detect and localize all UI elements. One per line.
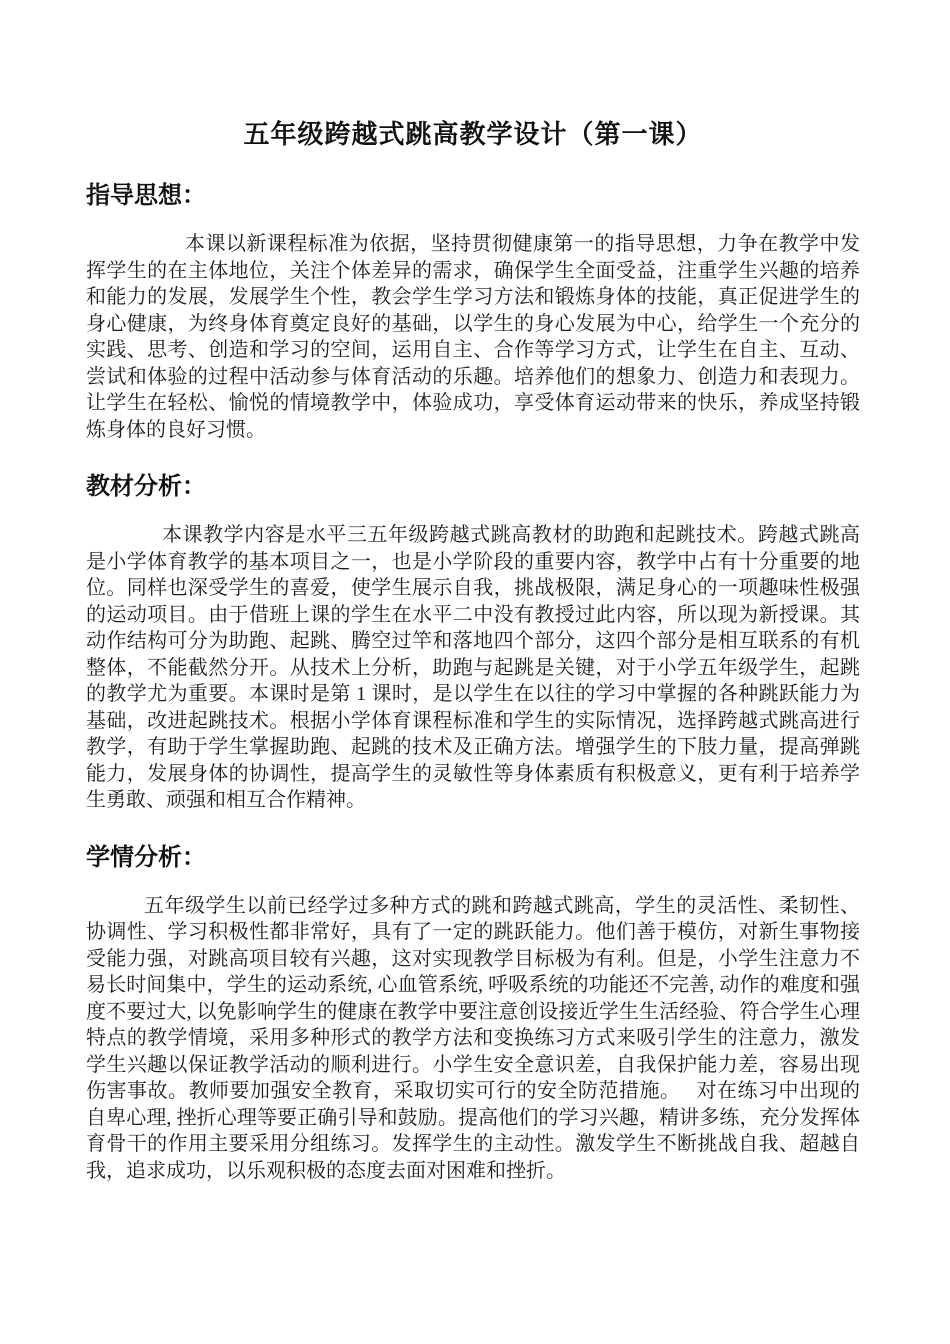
paragraph-guiding-ideology: 本课以新课程标准为依据，坚持贯彻健康第一的指导思想，力争在教学中发挥学生的在主体地位，关注个体差异的需求，确保学生全面受益，注重学生兴趣的培养和能力的发展，发展学生个性，教会学生学习方法和锻炼身体的技能，真正促进学生的身心健康，为终身体育奠定良好的基础，以学生的身心发展为中心，给学生一个充分的实践、思考、创造和学习的空间，运用自主、合作等学习方式，让学生在自主、互动、尝试和体验的过程中活动参与体育活动的乐趣。培养他们的想象力、创造力和表现力。让学生在轻松、愉悦的情境教学中，体验成功，享受体育运动带来的快乐，养成坚持锻炼身体的良好习惯。 [86, 233, 860, 441]
section-material-analysis [86, 473, 860, 814]
section-guiding-ideology [86, 182, 860, 443]
paragraph-material-analysis: 本课教学内容是水平三五年级跨越式跳高教材的助跑和起跳技术。跨越式跳高是小学体育教学的基本项目之一，也是小学阶段的重要内容，教学中占有十分重要的地位。同样也深受学生的喜爱，使学生展示自我，挑战极限，满足身心的一项趣味性极强的运动项目。由于借班上课的学生在水平二中没有教授过此内容，所以现为新授课。其动作结构可分为助跑、起跳、腾空过竿和落地四个部分，这四个部分是相互联系的有机整体，不能截然分开。从技术上分析，助跑与起跳是关键，对于小学五年级学生，起跳的教学尤为重要。本课时是第 1 课时，是以学生在以往的学习中掌握的各种跳跃能力为基础，改进起跳技术。根据小学体育课程标准和学生的实际情况，选择跨越式跳高进行教学，有助于学生掌握助跑、起跳的技术及正确方法。增强学生的下肢力量，提高弹跳能力，发展身体的协调性，提高学生的灵敏性等身体素质有积极意义，更有利于培养学生勇敢、顽强和相互合作精神。 [86, 524, 860, 811]
section-heading-learner-analysis: 学情分析： [86, 843, 206, 871]
section-heading-material-analysis: 教材分析： [86, 473, 206, 500]
section-heading-guiding-ideology: 指导思想： [86, 182, 206, 209]
document-title: 五年级跨越式跳高教学设计（第一课） [243, 120, 703, 149]
section-learner-analysis [86, 844, 860, 1185]
paragraph-learner-analysis: 五年级学生以前已经学过多种方式的跳和跨越式跳高，学生的灵活性、柔韧性、协调性、学习积极性都非常好，具有了一定的跳跃能力。他们善于模仿，对新生事物接受能力强，对跳高项目较有兴趣，这对实现教学目标极为有利。但是，小学生注意力不易长时间集中，学生的运动系统, 心血管系统, 呼吸系统的功能还不完善, 动作的难度和强度不要过大, 以免影响学生的健康在教学中要注意创设接近学生生活经验、符合学生心理特点的教学情境，采用多种形式的教学方法和变换练习方式来吸引学生的注意力，激发学生兴趣以保证教学活动的顺利进行。小学生安全意识差，自我保护能力差，容易出现伤害事故。教师要加强安全教育，采取切实可行的安全防范措施。 对在练习中出现的自卑心理, 挫折心理等要正确引导和鼓励。提高他们的学习兴趣，精讲多练，充分发挥体育骨干的作用主要采用分组练习。发挥学生的主动性。激发学生不断挑战自我、超越自我，追求成功，以乐观积极的态度去面对困难和挫折。 [86, 894, 860, 1182]
